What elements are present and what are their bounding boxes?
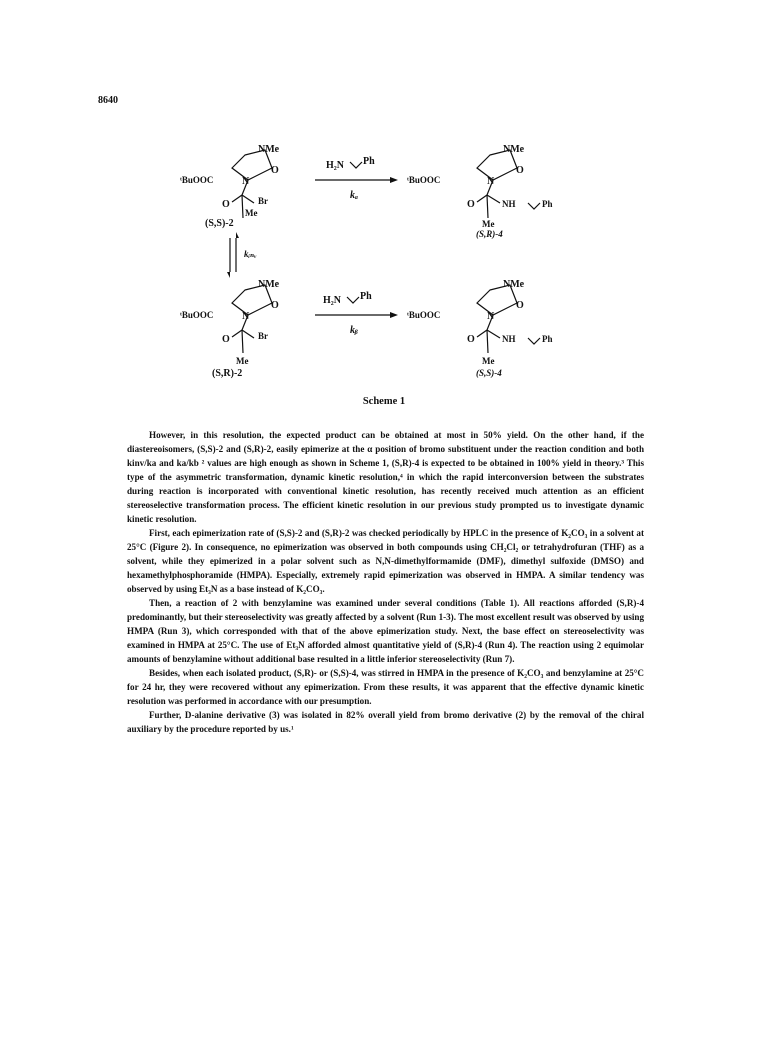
sr2-br: Br [258,331,268,341]
paragraph-1: However, in this resolution, the expected product can be obtained at most in 50% yield. On the other hand, if the diastereoisomers, (S,S)-2 and (S,R)-2, easily epimerize at the α position of bromo substituent under the reaction condition and both kinv/ka and ka/kb ² values are high enough as shown in Scheme 1, (S,R)-4 is expected to be obtained in 100% yield in theory.³ This type of the asymmetric transformation, dynamic kinetic resolution,⁴ in which the rapid interconversion between the substrates during reaction is incorporated with conventional kinetic resolution, has recently received much attention as an efficient stereoselective transformation process. The efficient kinetic resolution in our previous study prompted us to investigate dynamic kinetic resolution. [127,430,644,524]
sr2-o2: O [222,334,230,345]
page-number: 8640 [98,95,118,106]
reaction-scheme [150,140,600,400]
ss4-label: (S,S)-4 [476,368,502,378]
reagent-bottom-ph: Ph [360,291,372,302]
ss4-o: O [516,300,524,311]
sr2-label: (S,R)-2 [212,368,243,379]
sr4-ph: Ph [542,199,553,209]
ss2-o2: O [222,199,230,210]
sr4-ester: ᵗBuOOC [407,175,441,185]
ss4-me: Me [482,356,495,366]
kinv-label: kᵢₙᵥ [244,249,257,259]
sr4-nh: NH [502,199,516,209]
scheme-diagram [150,140,600,400]
sr2-o: O [271,300,279,311]
sr2-me: Me [236,356,249,366]
sr4-o2: O [467,199,475,210]
paragraph-5: Further, D-alanine derivative (3) was isolated in 82% overall yield from bromo derivative (2) by the removal of the chiral auxiliary by the procedure reported by us.¹ [127,710,644,734]
sr4-n: N [487,176,495,187]
ss2-n: N [242,176,250,187]
sr2-ester: ᵗBuOOC [180,310,214,320]
ss4-o2: O [467,334,475,345]
ss4-n: N [487,311,495,322]
reagent-top-n: H₂N [326,160,344,171]
ss2-ester: ᵗBuOOC [180,175,214,185]
body-text [127,428,644,736]
reagent-top-ph: Ph [363,156,375,167]
ss2-label: (S,S)-2 [205,218,234,229]
ka-label: kₐ [350,190,358,201]
ss2-me: Me [245,208,258,218]
sr4-me: Me [482,219,495,229]
ss2-o: O [271,165,279,176]
sr2-nme: NMe [258,279,280,290]
kb-label: kᵦ [350,325,358,336]
ss4-ester: ᵗBuOOC [407,310,441,320]
reagent-bottom-n: H₂N [323,295,341,306]
ss4-ph: Ph [542,334,553,344]
sr2-n: N [242,311,250,322]
paragraph-3: Then, a reaction of 2 with benzylamine was examined under several conditions (Table 1). All reactions afforded (S,R)-4 predominantly, but their stereoselectivity was greatly affected by a solvent (Run 1-3). The most excellent result was observed by using HMPA (Run 3), which corresponded with that of the above epimerization study. Next, the base effect on stereoselectivity was examined in HMPA at 25°C. The use of Et₃N afforded almost quantitative yield of (S,R)-4 (Run 4). The reaction using 2 equimolar amounts of benzylamine without additional base resulted in a little inferior stereoselectivity (Run 7). [127,598,644,664]
sr4-o: O [516,165,524,176]
paragraph-4: Besides, when each isolated product, (S,R)- or (S,S)-4, was stirred in HMPA in the presence of K₂CO₃ and benzylamine at 25°C for 24 hr, they were recovered without any epimerization. From these results, it was apparent that the effective dynamic kinetic resolution was performed in accordance with our presumption. [127,668,644,706]
scheme-caption: Scheme 1 [362,396,406,407]
paragraph-2: First, each epimerization rate of (S,S)-2 and (S,R)-2 was checked periodically by HPLC in the presence of K₂CO₃ in a solvent at 25°C (Figure 2). In consequence, no epimerization was observed in both compounds using CH₂Cl₂ or tetrahydrofuran (THF) as a solvent, while they epimerized in a polar solvent such as N,N-dimethylformamide (DMF), dimethyl sulfoxide (DMSO) and hexamethylphosphoramide (HMPA). Especially, extremely rapid epimerization was observed in HMPA. A similar tendency was observed by using Et₃N as a base instead of K₂CO₃. [127,528,644,594]
ss2-nme: NMe [258,144,280,155]
sr4-nme: NMe [503,144,525,155]
sr4-label: (S,R)-4 [476,229,503,239]
ss4-nh: NH [502,334,516,344]
ss4-nme: NMe [503,279,525,290]
ss2-br: Br [258,196,268,206]
